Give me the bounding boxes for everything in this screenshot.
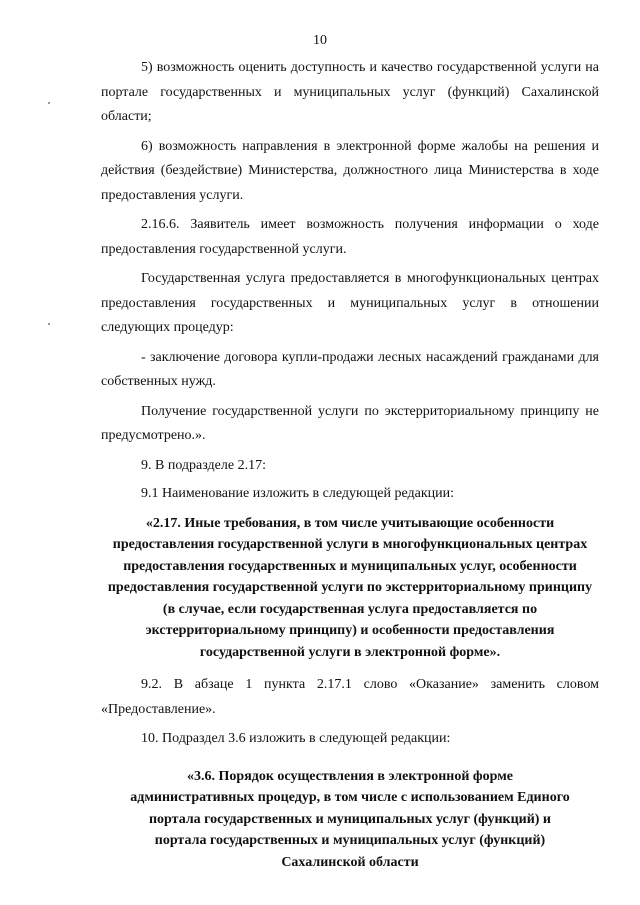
heading-2-17: «2.17. Иные требования, в том числе учитывающие особенности предоставления государственной услуги в многофункциональных центрах предоставления государственных и муниципальных услуг, особенности предоставления государственной услуги по экстерриториальному принципу (в случае, если государственная услуга предоставляется по экстерриториальному принципу) и особенности предоставления государственной услуги в электронной форме».: [107, 515, 593, 660]
heading-3-6: «3.6. Порядок осуществления в электронной форме административных процедур, в том числе с использованием Единого портала государственных и муниципальных услуг (функций) и портала государственных и муниципальных услуг (функций) Сахалинской области: [130, 768, 570, 870]
paragraph-9-1: 9.1 Наименование изложить в следующей редакции:: [141, 486, 454, 501]
paragraph-procedure-contract: - заключение договора купли-продажи лесных насаждений гражданами для собственных нужд.: [101, 349, 599, 389]
page-number: 10: [313, 33, 327, 48]
paragraph-2-16-6: 2.16.6. Заявитель имеет возможность получения информации о ходе предоставления государственной услуги.: [101, 217, 599, 257]
paragraph-extraterritorial: Получение государственной услуги по экстерриториальному принципу не предусмотрено.».: [101, 403, 599, 443]
paragraph-item-5: 5) возможность оценить доступность и качество государственной услуги на портале государственных и муниципальных услуг (функций) Сахалинской области;: [101, 60, 599, 124]
paragraph-mfc-service: Государственная услуга предоставляется в многофункциональных центрах предоставления государственных и муниципальных услуг в отношении следующих процедур:: [101, 271, 599, 335]
paragraph-item-6: 6) возможность направления в электронной форме жалобы на решения и действия (бездействие) Министерства, должностного лица Министерства в ходе предоставления услуги.: [101, 138, 599, 203]
margin-mark: [48, 323, 50, 325]
paragraph-9-2: 9.2. В абзаце 1 пункта 2.17.1 слово «Оказание» заменить словом «Предоставление».: [101, 677, 599, 717]
paragraph-10: 10. Подраздел 3.6 изложить в следующей редакции:: [141, 731, 451, 746]
paragraph-subsection-2-17: 9. В подразделе 2.17:: [141, 457, 266, 473]
margin-mark: [48, 102, 50, 104]
document-body: [101, 56, 599, 873]
